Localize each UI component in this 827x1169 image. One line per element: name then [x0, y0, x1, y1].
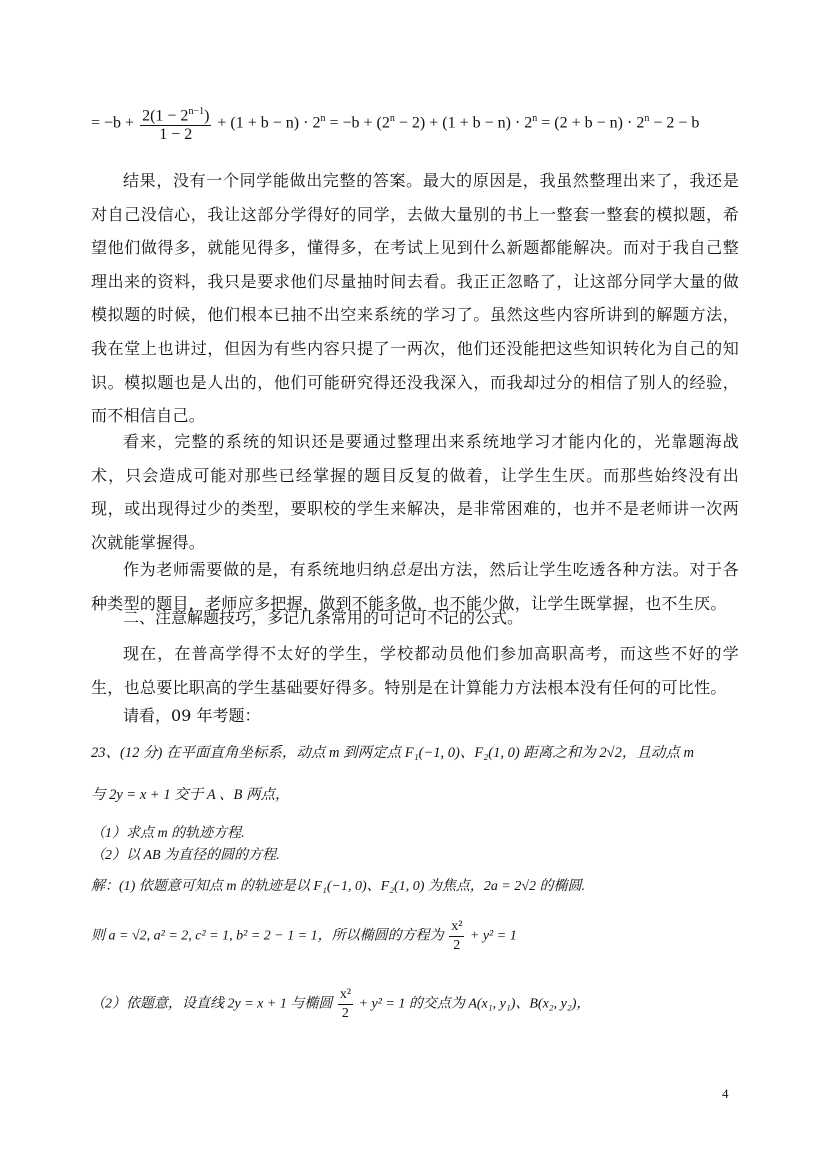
eq-lead: = −b +: [91, 114, 135, 132]
paragraph-exam-intro: 请看，09 年考题：: [123, 706, 261, 725]
problem-question-2: （2）以 AB 为直径的圆的方程.: [91, 848, 280, 863]
eq-mid3-exp: n: [532, 113, 538, 125]
p3-part-b: 总是: [389, 560, 423, 579]
eq-tail: − 2 − b: [649, 114, 700, 132]
eq-mid1: + (1 + b − n) · 2: [217, 114, 321, 132]
sol3-frac-num: x²: [338, 986, 353, 1005]
eq-frac-denominator: 1 − 2: [159, 126, 193, 144]
sol3-fraction: [338, 986, 353, 1023]
sol3-frac-den: 2: [341, 1006, 349, 1021]
sol3-text-a: （2）依题意，设直线 2y = x + 1 与椭圆: [91, 996, 333, 1012]
eq-frac-numerator: [140, 103, 211, 126]
paragraph-students: 现在，在普高学得不太好的学生，学校都动员他们参加高职高考，而这些不好的学生，也总要比职高的学生基础要好得多。特别是在计算能力方法根本没有任何的可比性。: [91, 644, 739, 697]
paragraph-conclusion: 看来，完整的系统的知识还是要通过整理出来系统地学习才能内化的，光靠题海战术，只会造成可能对那些已经掌握的题目反复的做着，让学生生厌。而那些始终没有出现，或出现得过少的类型，要职校的学生来解决，是非常困难的，也并不是老师讲一次两次就能掌握得。: [91, 432, 739, 552]
solution-line-3: [91, 986, 751, 1023]
problem-line-1: 23、(12 分) 在平面直角坐标系，动点 m 到两定点 F₁(−1, 0)、F₂(1, 0) 距离之和为 2√2，且动点 m: [91, 745, 694, 761]
eq-frac-num-exp: n−1: [188, 106, 205, 117]
problem-line-2: 与 2y = x + 1 交于 A 、B 两点，: [91, 787, 290, 803]
eq-frac-num-close: ): [204, 107, 210, 125]
sol2-text-b: + y² = 1: [469, 928, 517, 944]
eq-mid2: = −b + (2: [325, 114, 390, 132]
problem-question-1: （1）求点 m 的轨迹方程.: [91, 826, 245, 841]
sol2-fraction: [449, 918, 464, 955]
sol2-frac-num: x²: [449, 918, 464, 937]
solution-line-2: [91, 918, 751, 955]
eq-mid3: − 2) + (1 + b − n) · 2: [394, 114, 533, 132]
p3-part-a: 作为老师需要做的是，有系统地归纳: [123, 560, 390, 579]
eq-mid4-exp: n: [644, 113, 650, 125]
sol2-text-a: 则 a = √2, a² = 2, c² = 1, b² = 2 − 1 = 1，所以椭圆的方程为: [91, 928, 444, 944]
eq-mid2-exp: n: [389, 113, 395, 125]
solution-line-1: 解：(1) 依题意可知点 m 的轨迹是以 F₁(−1, 0)、F₂(1, 0) 为焦点，2a = 2√2 的椭圆.: [91, 879, 585, 894]
eq-mid1-exp: n: [320, 113, 326, 125]
sol3-text-b: + y² = 1 的交点为 A(x₁, y₁)、B(x₂, y₂)，: [358, 996, 591, 1012]
p3-part-c: 出方法，然后让学生吃透各种方法。对于各种类型的题目，老师应多把握，做到不能多做，也不能少做，让学生既掌握，也不生厌。: [91, 560, 739, 613]
equation-top: [91, 103, 751, 153]
eq-frac-num-text: 2(1 − 2: [142, 107, 189, 125]
page-number: 4: [722, 1086, 729, 1101]
paragraph-result: 结果，没有一个同学能做出完整的答案。最大的原因是，我虽然整理出来了，我还是对自己没信心，我让这部分学得好的同学，去做大量别的书上一整套一整套的模拟题，希望他们做得多，就能见得多，懂得多，在考试上见到什么新题都能解决。而对于我自己整理出来的资料，我只是要求他们尽量抽时间去看。我正正忽略了，让这部分同学大量的做模拟题的时候，他们根本已抽不出空来系统的学习了。虽然这些内容所讲到的解题方法，我在堂上也讲过，但因为有些内容只提了一两次，他们还没能把这些知识转化为自己的知识。模拟题也是人出的，他们可能研究得还没我深入，而我却过分的相信了别人的经验，而不相信自己。: [91, 171, 739, 426]
sol2-frac-den: 2: [453, 938, 461, 953]
eq-mid4: = (2 + b − n) · 2: [537, 114, 645, 132]
eq-fraction: [140, 103, 211, 144]
section-heading-2: 二、注意解题技巧，多记几条常用的可记可不记的公式。: [123, 608, 524, 627]
